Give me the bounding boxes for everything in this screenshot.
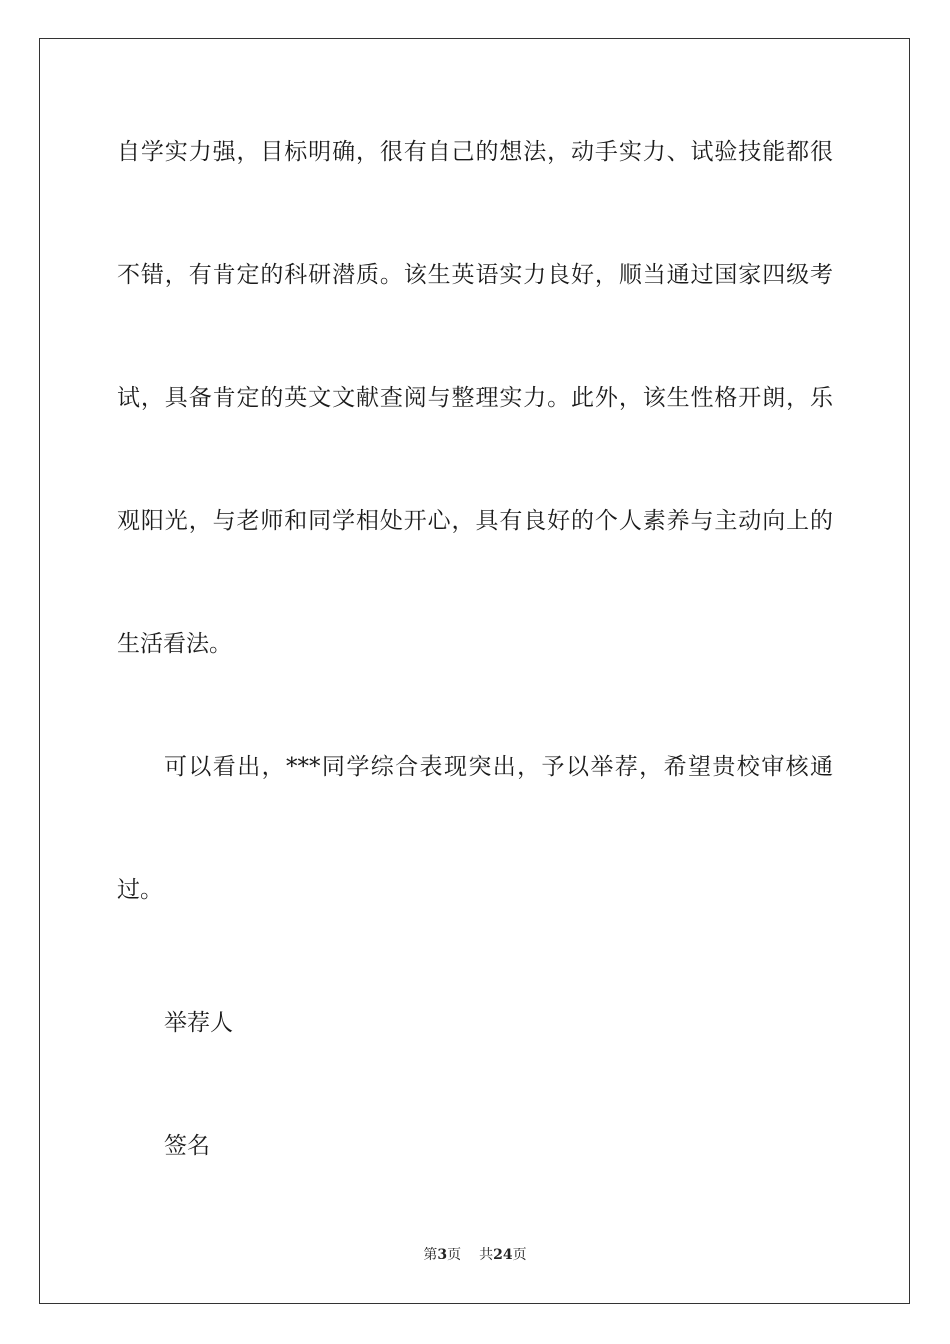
page-border: [39, 38, 910, 1304]
signature-label: 签名: [164, 1133, 210, 1159]
page-prefix: 第: [423, 1247, 438, 1263]
page-footer: [0, 1246, 950, 1264]
body-text-line-3: 试，具备肯定的英文文献查阅与整理实力。此外，该生性格开朗，乐: [117, 385, 833, 411]
body-text-line-2: 不错，有肯定的科研潜质。该生英语实力良好，顺当通过国家四级考: [117, 262, 833, 288]
total-prefix: 共: [479, 1247, 494, 1263]
recommender-label: 举荐人: [164, 1010, 233, 1036]
conclusion-line-1: 可以看出，***同学综合表现突出，予以举荐，希望贵校审核通: [164, 754, 833, 780]
body-text-line-1: 自学实力强，目标明确，很有自己的想法，动手实力、试验技能都很: [117, 139, 833, 165]
total-suffix: 页: [512, 1247, 527, 1263]
body-text-line-5: 生活看法。: [117, 631, 232, 657]
conclusion-line-2: 过。: [117, 877, 163, 903]
page-number: 3: [437, 1247, 448, 1263]
page-suffix: 页: [447, 1247, 462, 1263]
body-text-line-4: 观阳光，与老师和同学相处开心，具有良好的个人素养与主动向上的: [117, 508, 833, 534]
total-pages: 24: [493, 1247, 513, 1263]
